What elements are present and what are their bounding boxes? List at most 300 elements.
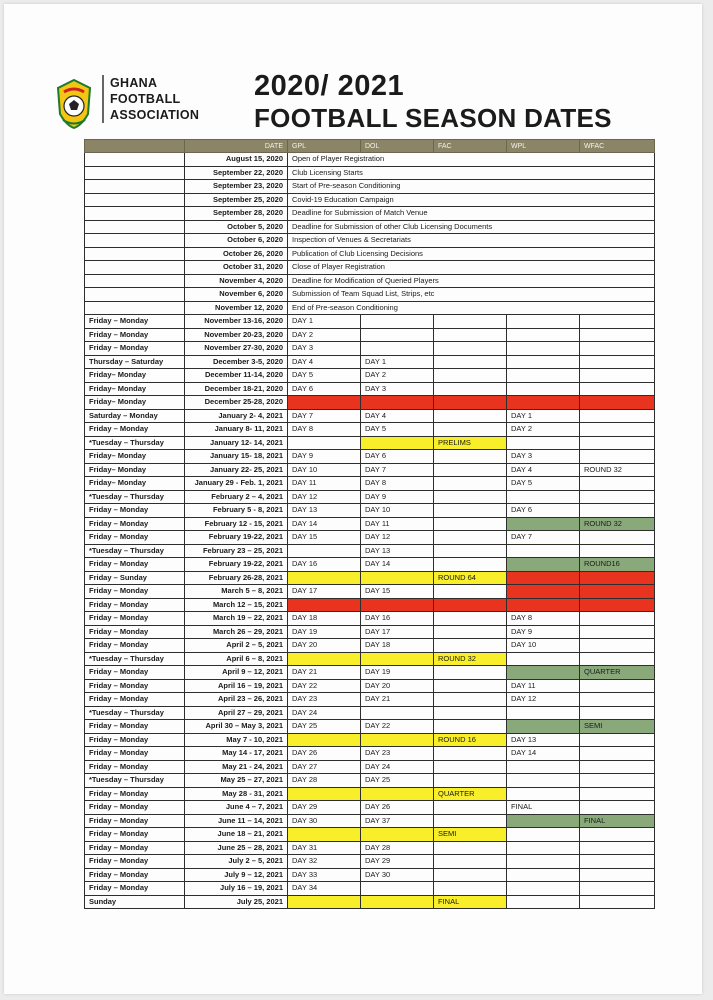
row-wpl: DAY 10 [507,639,580,653]
row-wpl: DAY 3 [507,450,580,464]
row-days: Friday – Monday [85,625,185,639]
row-date: November 13-16, 2020 [185,315,288,329]
row-event: Submission of Team Squad List, Strips, etc [288,288,655,302]
row-days: Friday – Monday [85,814,185,828]
row-wpl [507,895,580,909]
row-dol [361,328,434,342]
row-dol [361,571,434,585]
season-schedule-table [84,139,655,909]
row-date: November 4, 2020 [185,274,288,288]
row-date: September 25, 2020 [185,193,288,207]
table-row [85,558,655,572]
row-fac [434,504,507,518]
row-date: April 6 – 8, 2021 [185,652,288,666]
row-gpl [288,571,361,585]
row-wpl: DAY 9 [507,625,580,639]
row-dol: DAY 20 [361,679,434,693]
row-dol: DAY 23 [361,747,434,761]
row-wfac [580,423,655,437]
row-wpl [507,706,580,720]
row-date: April 30 – May 3, 2021 [185,720,288,734]
row-wfac [580,504,655,518]
row-fac [434,463,507,477]
row-fac: PRELIMS [434,436,507,450]
row-days: *Tuesday – Thursday [85,490,185,504]
row-gpl: DAY 19 [288,625,361,639]
row-days: Saturday – Monday [85,409,185,423]
row-gpl: DAY 32 [288,855,361,869]
row-days: Friday– Monday [85,477,185,491]
row-event: Club Licensing Starts [288,166,655,180]
row-date: April 27 – 29, 2021 [185,706,288,720]
row-wfac [580,747,655,761]
row-days: *Tuesday – Thursday [85,706,185,720]
row-date: June 11 – 14, 2021 [185,814,288,828]
table-row [85,342,655,356]
table-row [85,868,655,882]
row-date: January 12- 14, 2021 [185,436,288,450]
row-date: October 31, 2020 [185,261,288,275]
table-row [85,517,655,531]
row-wpl: DAY 8 [507,612,580,626]
row-dol [361,315,434,329]
row-dol: DAY 18 [361,639,434,653]
row-date: July 16 – 19, 2021 [185,882,288,896]
row-fac [434,612,507,626]
row-gpl: DAY 10 [288,463,361,477]
row-dol: DAY 3 [361,382,434,396]
row-dol [361,895,434,909]
row-date: December 11-14, 2020 [185,369,288,383]
row-wfac [580,774,655,788]
row-fac [434,315,507,329]
row-days: Friday – Monday [85,585,185,599]
row-date: February 2 – 4, 2021 [185,490,288,504]
row-date: May 28 - 31, 2021 [185,787,288,801]
row-event: Start of Pre-season Conditioning [288,180,655,194]
row-date: December 25-28, 2020 [185,396,288,410]
table-row [85,423,655,437]
row-fac: FINAL [434,895,507,909]
row-dol [361,828,434,842]
row-days [85,193,185,207]
row-fac [434,855,507,869]
row-dol: DAY 12 [361,531,434,545]
row-fac [434,409,507,423]
row-event: Inspection of Venues & Secretariats [288,234,655,248]
row-days: Friday – Monday [85,841,185,855]
row-dol: DAY 26 [361,801,434,815]
table-row [85,639,655,653]
row-gpl: DAY 24 [288,706,361,720]
row-gpl [288,436,361,450]
row-gpl [288,544,361,558]
row-date: October 5, 2020 [185,220,288,234]
org-line-3: ASSOCIATION [110,108,200,122]
row-date: February 26-28, 2021 [185,571,288,585]
row-dol: DAY 28 [361,841,434,855]
row-fac [434,423,507,437]
row-fac [434,679,507,693]
row-days: Friday – Monday [85,801,185,815]
row-fac: SEMI [434,828,507,842]
row-dol [361,706,434,720]
document-title: FOOTBALL SEASON DATES [254,103,612,133]
row-gpl: DAY 8 [288,423,361,437]
row-dol: DAY 30 [361,868,434,882]
row-wpl [507,558,580,572]
table-row [85,625,655,639]
row-days: Friday – Monday [85,733,185,747]
row-wfac [580,369,655,383]
row-days: Friday – Monday [85,787,185,801]
row-days: Friday– Monday [85,382,185,396]
row-wfac [580,490,655,504]
season-title: 2020/ 2021 [254,70,405,102]
row-days [85,234,185,248]
row-dol: DAY 24 [361,760,434,774]
row-wpl [507,666,580,680]
row-date: January 15- 18, 2021 [185,450,288,464]
row-gpl: DAY 33 [288,868,361,882]
row-dol: DAY 4 [361,409,434,423]
row-wpl [507,774,580,788]
row-days [85,288,185,302]
table-row [85,666,655,680]
row-wpl [507,382,580,396]
row-wpl: DAY 4 [507,463,580,477]
row-event: Deadline for Modification of Queried Players [288,274,655,288]
row-date: December 3-5, 2020 [185,355,288,369]
row-days [85,166,185,180]
row-fac [434,382,507,396]
row-days: Friday – Monday [85,328,185,342]
row-fac [434,531,507,545]
row-dol [361,787,434,801]
row-dol: DAY 2 [361,369,434,383]
row-date: September 23, 2020 [185,180,288,194]
row-date: January 29 - Feb. 1, 2021 [185,477,288,491]
row-wfac [580,585,655,599]
row-wpl [507,396,580,410]
row-days: *Tuesday – Thursday [85,436,185,450]
row-date: February 19-22, 2021 [185,531,288,545]
table-row [85,450,655,464]
row-gpl: DAY 3 [288,342,361,356]
table-row [85,544,655,558]
row-wfac [580,841,655,855]
row-wfac [580,436,655,450]
row-wpl [507,652,580,666]
row-wfac [580,855,655,869]
row-date: April 2 – 5, 2021 [185,639,288,653]
row-days: Friday – Monday [85,760,185,774]
row-wfac [580,450,655,464]
row-wpl: DAY 2 [507,423,580,437]
row-date: July 2 – 5, 2021 [185,855,288,869]
table-row [85,153,655,167]
row-dol: DAY 14 [361,558,434,572]
row-wpl [507,814,580,828]
row-gpl: DAY 29 [288,801,361,815]
row-gpl [288,733,361,747]
row-fac: ROUND 32 [434,652,507,666]
row-wfac [580,639,655,653]
row-date: June 4 – 7, 2021 [185,801,288,815]
row-gpl [288,652,361,666]
row-wfac [580,706,655,720]
row-dol: DAY 8 [361,477,434,491]
row-fac [434,450,507,464]
row-fac [434,517,507,531]
table-row [85,652,655,666]
row-dol: DAY 17 [361,625,434,639]
row-gpl: DAY 28 [288,774,361,788]
row-fac [434,328,507,342]
table-row [85,720,655,734]
row-wfac [580,828,655,842]
row-wpl [507,760,580,774]
row-wfac [580,355,655,369]
table-row [85,679,655,693]
table-row [85,531,655,545]
row-wfac [580,625,655,639]
row-dol: DAY 5 [361,423,434,437]
row-date: January 8- 11, 2021 [185,423,288,437]
row-gpl: DAY 31 [288,841,361,855]
row-date: November 27-30, 2020 [185,342,288,356]
table-row [85,504,655,518]
row-dol [361,598,434,612]
row-date: October 6, 2020 [185,234,288,248]
row-wfac: SEMI [580,720,655,734]
row-date: April 9 – 12, 2021 [185,666,288,680]
row-event: Covid-19 Education Campaign [288,193,655,207]
row-wpl [507,882,580,896]
row-days: Friday – Monday [85,315,185,329]
row-gpl: DAY 12 [288,490,361,504]
row-fac [434,868,507,882]
row-date: April 23 – 26, 2021 [185,693,288,707]
row-fac [434,774,507,788]
row-wpl [507,855,580,869]
row-fac: ROUND 64 [434,571,507,585]
row-date: July 9 – 12, 2021 [185,868,288,882]
row-fac [434,639,507,653]
row-wfac [580,733,655,747]
row-days: *Tuesday – Thursday [85,652,185,666]
row-date: November 12, 2020 [185,301,288,315]
header-dol: DOL [361,140,434,153]
row-dol: DAY 9 [361,490,434,504]
row-date: September 28, 2020 [185,207,288,221]
row-gpl: DAY 20 [288,639,361,653]
row-wfac [580,544,655,558]
row-dol: DAY 1 [361,355,434,369]
row-fac [434,747,507,761]
table-row [85,774,655,788]
row-fac [434,490,507,504]
row-dol: DAY 19 [361,666,434,680]
row-days: Friday – Monday [85,747,185,761]
row-wfac [580,315,655,329]
row-dol: DAY 22 [361,720,434,734]
table-row [85,409,655,423]
row-days [85,301,185,315]
row-date: June 25 – 28, 2021 [185,841,288,855]
row-event: Deadline for Submission of Match Venue [288,207,655,221]
row-wfac [580,598,655,612]
row-wpl [507,369,580,383]
row-days: Friday – Monday [85,598,185,612]
table-row [85,207,655,221]
row-gpl: DAY 30 [288,814,361,828]
row-event: End of Pre-season Conditioning [288,301,655,315]
row-dol: DAY 21 [361,693,434,707]
row-gpl: DAY 13 [288,504,361,518]
row-fac [434,666,507,680]
table-row [85,396,655,410]
row-wfac [580,612,655,626]
row-fac [434,720,507,734]
row-dol [361,396,434,410]
row-wfac [580,882,655,896]
row-event: Publication of Club Licensing Decisions [288,247,655,261]
table-row [85,895,655,909]
row-days: *Tuesday – Thursday [85,544,185,558]
table-row [85,274,655,288]
row-wpl [507,720,580,734]
row-gpl: DAY 4 [288,355,361,369]
row-fac [434,477,507,491]
table-row [85,733,655,747]
row-days: *Tuesday – Thursday [85,774,185,788]
row-dol: DAY 16 [361,612,434,626]
row-gpl [288,396,361,410]
table-row [85,180,655,194]
row-date: December 18-21, 2020 [185,382,288,396]
table-row [85,355,655,369]
row-wfac [580,895,655,909]
table-row [85,193,655,207]
row-days: Friday – Sunday [85,571,185,585]
row-days: Friday – Monday [85,882,185,896]
org-line-1: GHANA [110,76,158,90]
row-wpl [507,544,580,558]
row-date: March 12 – 15, 2021 [185,598,288,612]
row-wfac [580,868,655,882]
row-fac [434,625,507,639]
row-days: Friday – Monday [85,639,185,653]
table-row [85,301,655,315]
row-wfac [580,409,655,423]
row-fac [434,841,507,855]
row-fac [434,558,507,572]
row-dol: DAY 6 [361,450,434,464]
table-row [85,598,655,612]
row-days: Friday – Monday [85,693,185,707]
row-date: February 5 - 8, 2021 [185,504,288,518]
table-row [85,477,655,491]
row-gpl: DAY 5 [288,369,361,383]
row-fac [434,760,507,774]
header-wpl: WPL [507,140,580,153]
row-wpl: DAY 11 [507,679,580,693]
row-gpl [288,895,361,909]
row-days: Friday– Monday [85,463,185,477]
row-wpl [507,571,580,585]
row-gpl: DAY 26 [288,747,361,761]
row-date: November 20-23, 2020 [185,328,288,342]
row-days: Friday – Monday [85,531,185,545]
row-wpl: DAY 14 [507,747,580,761]
table-row [85,436,655,450]
row-date: February 23 – 25, 2021 [185,544,288,558]
row-date: August 15, 2020 [185,153,288,167]
row-date: March 19 – 22, 2021 [185,612,288,626]
table-row [85,490,655,504]
table-row [85,166,655,180]
table-row [85,382,655,396]
row-fac [434,801,507,815]
row-gpl: DAY 25 [288,720,361,734]
row-dol [361,652,434,666]
row-gpl: DAY 1 [288,315,361,329]
row-wfac [580,693,655,707]
row-wfac [580,571,655,585]
row-wfac [580,477,655,491]
row-gpl: DAY 21 [288,666,361,680]
table-row [85,234,655,248]
row-gpl: DAY 11 [288,477,361,491]
row-fac [434,706,507,720]
row-fac [434,598,507,612]
row-gpl: DAY 23 [288,693,361,707]
table-row [85,571,655,585]
row-wfac [580,801,655,815]
row-gpl: DAY 15 [288,531,361,545]
table-row [85,841,655,855]
row-days [85,153,185,167]
document-page [4,4,702,994]
row-dol: DAY 11 [361,517,434,531]
row-days: Friday – Monday [85,666,185,680]
row-dol [361,342,434,356]
row-gpl: DAY 6 [288,382,361,396]
row-wfac: QUARTER [580,666,655,680]
row-fac [434,544,507,558]
row-gpl: DAY 16 [288,558,361,572]
row-days [85,220,185,234]
row-days: Friday– Monday [85,450,185,464]
table-row [85,369,655,383]
organization-name [102,75,199,123]
row-date: May 25 – 27, 2021 [185,774,288,788]
row-days: Friday– Monday [85,369,185,383]
table-row [85,760,655,774]
table-header-row [85,140,655,153]
table-row [85,787,655,801]
row-fac [434,369,507,383]
row-date: May 14 - 17, 2021 [185,747,288,761]
row-gpl [288,787,361,801]
row-wpl [507,841,580,855]
row-days [85,207,185,221]
row-wpl: DAY 1 [507,409,580,423]
row-date: September 22, 2020 [185,166,288,180]
row-wfac [580,396,655,410]
row-fac [434,355,507,369]
